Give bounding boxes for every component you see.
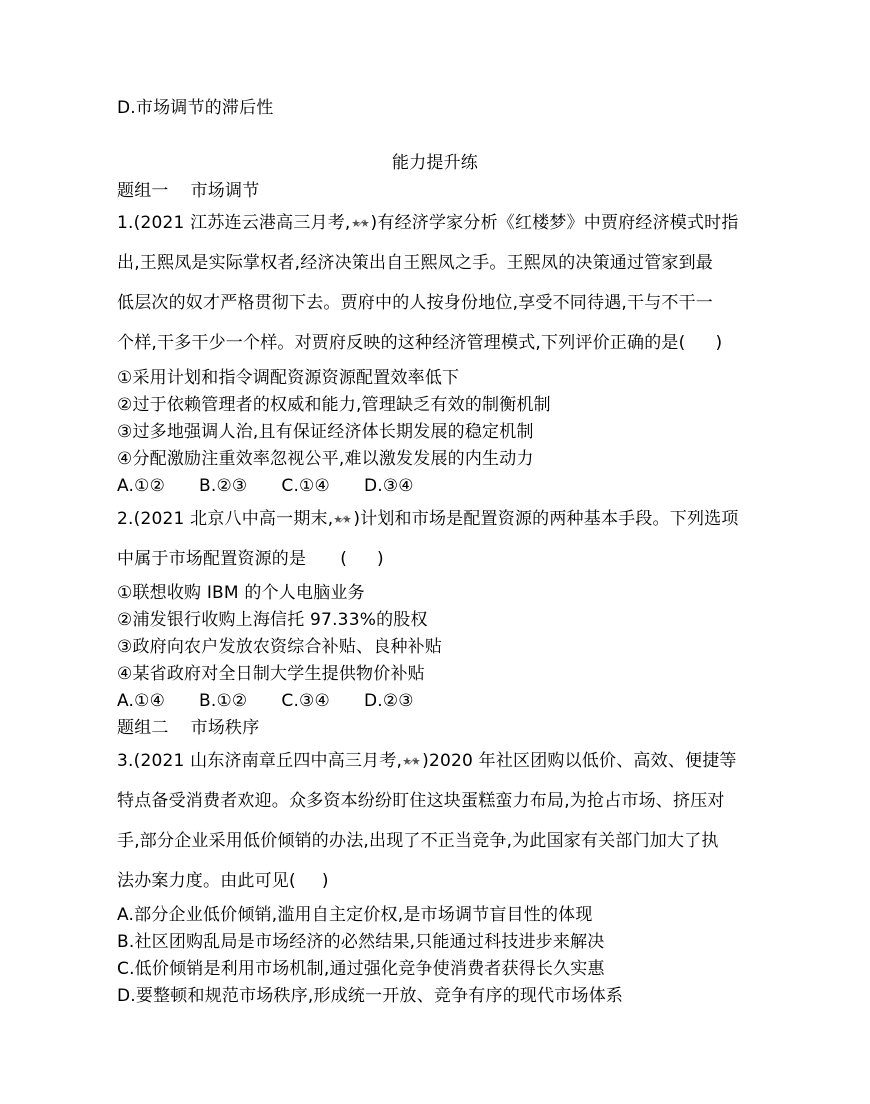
q3-option-b: B.社区团购乱局是市场经济的必然结果,只能通过科技进步来解决	[117, 932, 605, 952]
q2-option-a: A.①④	[117, 691, 166, 711]
difficulty-stars-icon	[403, 755, 421, 767]
group1-topic: 市场调节	[190, 181, 260, 201]
q1-option-a: A.①②	[117, 476, 166, 496]
q1-options	[117, 475, 448, 497]
prev-question-option-d: D.市场调节的滞后性	[117, 98, 274, 118]
q3-answer-paren: )	[321, 871, 329, 891]
q2-answer-paren-open: (	[340, 549, 348, 569]
q1-option-b: B.②③	[199, 476, 248, 496]
q2-statement-1: ①联想收购 IBM 的个人电脑业务	[117, 583, 365, 603]
q2-answer-paren-close: )	[377, 549, 384, 569]
q1-statement-3: ③过多地强调人治,且有保证经济体长期发展的稳定机制	[117, 422, 534, 442]
q3-option-d: D.要整顿和规范市场秩序,形成统一开放、竞争有序的现代市场体系	[117, 986, 624, 1006]
group1-label: 题组一	[117, 181, 169, 201]
q1-source: 1.(2021 江苏连云港高三月考,	[117, 213, 351, 233]
group2-label: 题组二	[117, 718, 169, 738]
q1-line-3: 低层次的奴才严格贯彻下去。贾府中的人按身份地位,享受不同待遇,干与不干一	[117, 293, 714, 313]
q1-line-1	[117, 212, 739, 234]
q3-line-2: 特点备受消费者欢迎。众多资本纷纷盯住这块蛋糕蛮力布局,为抢占市场、挤压对	[117, 791, 725, 811]
q2-stem-start: )计划和市场是配置资源的两种基本手段。下列选项	[353, 509, 739, 529]
q2-statement-2: ②浦发银行收购上海信托 97.33%的股权	[117, 610, 428, 630]
q3-line-1	[117, 750, 737, 772]
difficulty-stars-icon	[352, 217, 370, 229]
q2-statement-3: ③政府向农户发放农资综合补贴、良种补贴	[117, 637, 443, 657]
q2-line-1	[117, 508, 739, 530]
q3-option-a: A.部分企业低价倾销,滥用自主定价权,是市场调节盲目性的体现	[117, 905, 593, 925]
q3-option-c: C.低价倾销是利用市场机制,通过强化竞争使消费者获得长久实惠	[117, 959, 605, 979]
q2-option-b: B.①②	[199, 691, 248, 711]
q1-line-2: 出,王熙凤是实际掌权者,经济决策出自王熙凤之手。王熙凤的决策通过管家到最	[117, 253, 714, 273]
q1-option-c: C.①④	[281, 476, 330, 496]
q2-option-c: C.③④	[281, 691, 330, 711]
q1-statement-4: ④分配激励注重效率忽视公平,难以激发发展的内生动力	[117, 449, 534, 469]
q2-option-d: D.②③	[363, 691, 414, 711]
q3-source: 3.(2021 山东济南章丘四中高三月考,	[117, 751, 403, 771]
q1-statement-1: ①采用计划和指令调配资源资源配置效率低下	[117, 368, 460, 388]
q2-line-2	[117, 548, 384, 570]
section-title: 能力提升练	[392, 153, 478, 173]
q3-stem-end: 法办案力度。由此可见(	[117, 871, 296, 891]
q1-stem-start: )有经济学家分析《红楼梦》中贾府经济模式时指	[370, 213, 739, 233]
group2-topic: 市场秩序	[190, 718, 260, 738]
q1-line-4	[117, 332, 722, 354]
q3-stem-start: )2020 年社区团购以低价、高效、便捷等	[422, 751, 737, 771]
q1-statement-2: ②过于依赖管理者的权威和能力,管理缺乏有效的制衡机制	[117, 395, 551, 415]
q2-options	[117, 690, 448, 712]
q1-stem-end: 个样,干多干少一个样。对贾府反映的这种经济管理模式,下列评价正确的是(	[117, 333, 686, 353]
q3-line-3: 手,部分企业采用低价倾销的办法,出现了不正当竞争,为此国家有关部门加大了执	[117, 831, 719, 851]
q1-answer-paren: )	[715, 333, 723, 353]
q2-stem-end: 中属于市场配置资源的是	[117, 549, 307, 569]
q1-option-d: D.③④	[363, 476, 414, 496]
group2-title	[117, 717, 259, 739]
difficulty-stars-icon	[334, 513, 352, 525]
q2-statement-4: ④某省政府对全日制大学生提供物价补贴	[117, 664, 425, 684]
group1-title	[117, 180, 259, 202]
q3-line-4	[117, 870, 329, 892]
q2-source: 2.(2021 北京八中高一期末,	[117, 509, 334, 529]
